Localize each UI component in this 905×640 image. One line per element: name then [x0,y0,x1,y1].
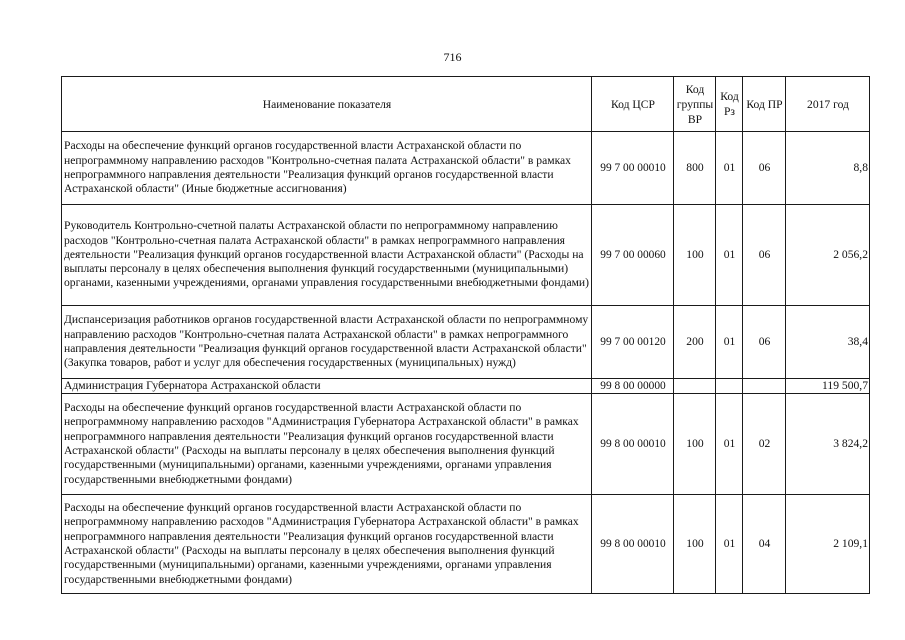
header-year: 2017 год [786,77,870,132]
row-pr [743,379,786,394]
row-vr: 200 [674,306,716,379]
row-rz: 01 [716,205,743,306]
row-amount: 38,4 [786,306,870,379]
row-name: Руководитель Контрольно-счетной палаты Астраханской области по непрограммному направлению расходов "Контрольно-счетная палата Астраханской области" в рамках непрограммного направления деятельности "Реализация функций органов государственной власти Астраханской области" (Расходы на выплаты персоналу в целях обеспечения выполнения функций государственными (муниципальными) органами, казенными учреждениями, органами управления государственными внебюджетными фондами) [62,205,592,306]
row-pr: 02 [743,394,786,495]
row-rz: 01 [716,495,743,594]
row-csr: 99 7 00 00010 [592,132,674,205]
row-rz: 01 [716,394,743,495]
row-rz: 01 [716,306,743,379]
table-row [62,132,870,205]
header-rz: Код Рз [716,77,743,132]
row-amount: 8,8 [786,132,870,205]
row-csr: 99 7 00 00120 [592,306,674,379]
header-csr: Код ЦСР [592,77,674,132]
header-vr: Код группы ВР [674,77,716,132]
row-csr: 99 7 00 00060 [592,205,674,306]
row-csr: 99 8 00 00010 [592,394,674,495]
header-name: Наименование показателя [62,77,592,132]
row-name: Диспансеризация работников органов государственной власти Астраханской области по непрограммному направлению расходов "Контрольно-счетная палата Астраханской области" в рамках непрограммного направления деятельности "Реализация функций органов государственной власти Астраханской области" (Закупка товаров, работ и услуг для обеспечения государственных (муниципальных) нужд) [62,306,592,379]
row-pr: 06 [743,205,786,306]
table-row [62,379,870,394]
row-amount: 2 056,2 [786,205,870,306]
row-csr: 99 8 00 00000 [592,379,674,394]
budget-table [61,76,870,594]
row-amount: 119 500,7 [786,379,870,394]
row-vr [674,379,716,394]
table-row [62,394,870,495]
row-vr: 100 [674,394,716,495]
row-rz [716,379,743,394]
row-name: Расходы на обеспечение функций органов государственной власти Астраханской области по непрограммному направлению расходов "Контрольно-счетная палата Астраханской области" в рамках непрограммного направления деятельности "Реализация функций органов государственной власти Астраханской области" (Иные бюджетные ассигнования) [62,132,592,205]
row-name: Расходы на обеспечение функций органов государственной власти Астраханской области по непрограммному направлению расходов "Администрация Губернатора Астраханской области" в рамках непрограммного направления деятельности "Реализация функций органов государственной власти Астраханской области" (Расходы на выплаты персоналу в целях обеспечения выполнения функций государственными (муниципальными) органами, казенными учреждениями, органами управления государственными внебюджетными фондами) [62,394,592,495]
table-row [62,495,870,594]
row-rz: 01 [716,132,743,205]
table-header [62,77,870,132]
row-pr: 06 [743,132,786,205]
row-pr: 06 [743,306,786,379]
row-vr: 100 [674,495,716,594]
table-row [62,205,870,306]
row-vr: 800 [674,132,716,205]
row-pr: 04 [743,495,786,594]
row-name: Администрация Губернатора Астраханской области [62,379,592,394]
row-amount: 2 109,1 [786,495,870,594]
page-number: 716 [443,50,462,64]
row-name: Расходы на обеспечение функций органов государственной власти Астраханской области по непрограммному направлению расходов "Администрация Губернатора Астраханской области" в рамках непрограммного направления деятельности "Реализация функций органов государственной власти Астраханской области" (Расходы на выплаты персоналу в целях обеспечения выполнения функций государственными (муниципальными) органами, казенными учреждениями, органами управления государственными внебюджетными фондами) [62,495,592,594]
row-csr: 99 8 00 00010 [592,495,674,594]
row-amount: 3 824,2 [786,394,870,495]
row-vr: 100 [674,205,716,306]
header-pr: Код ПР [743,77,786,132]
table-row [62,306,870,379]
